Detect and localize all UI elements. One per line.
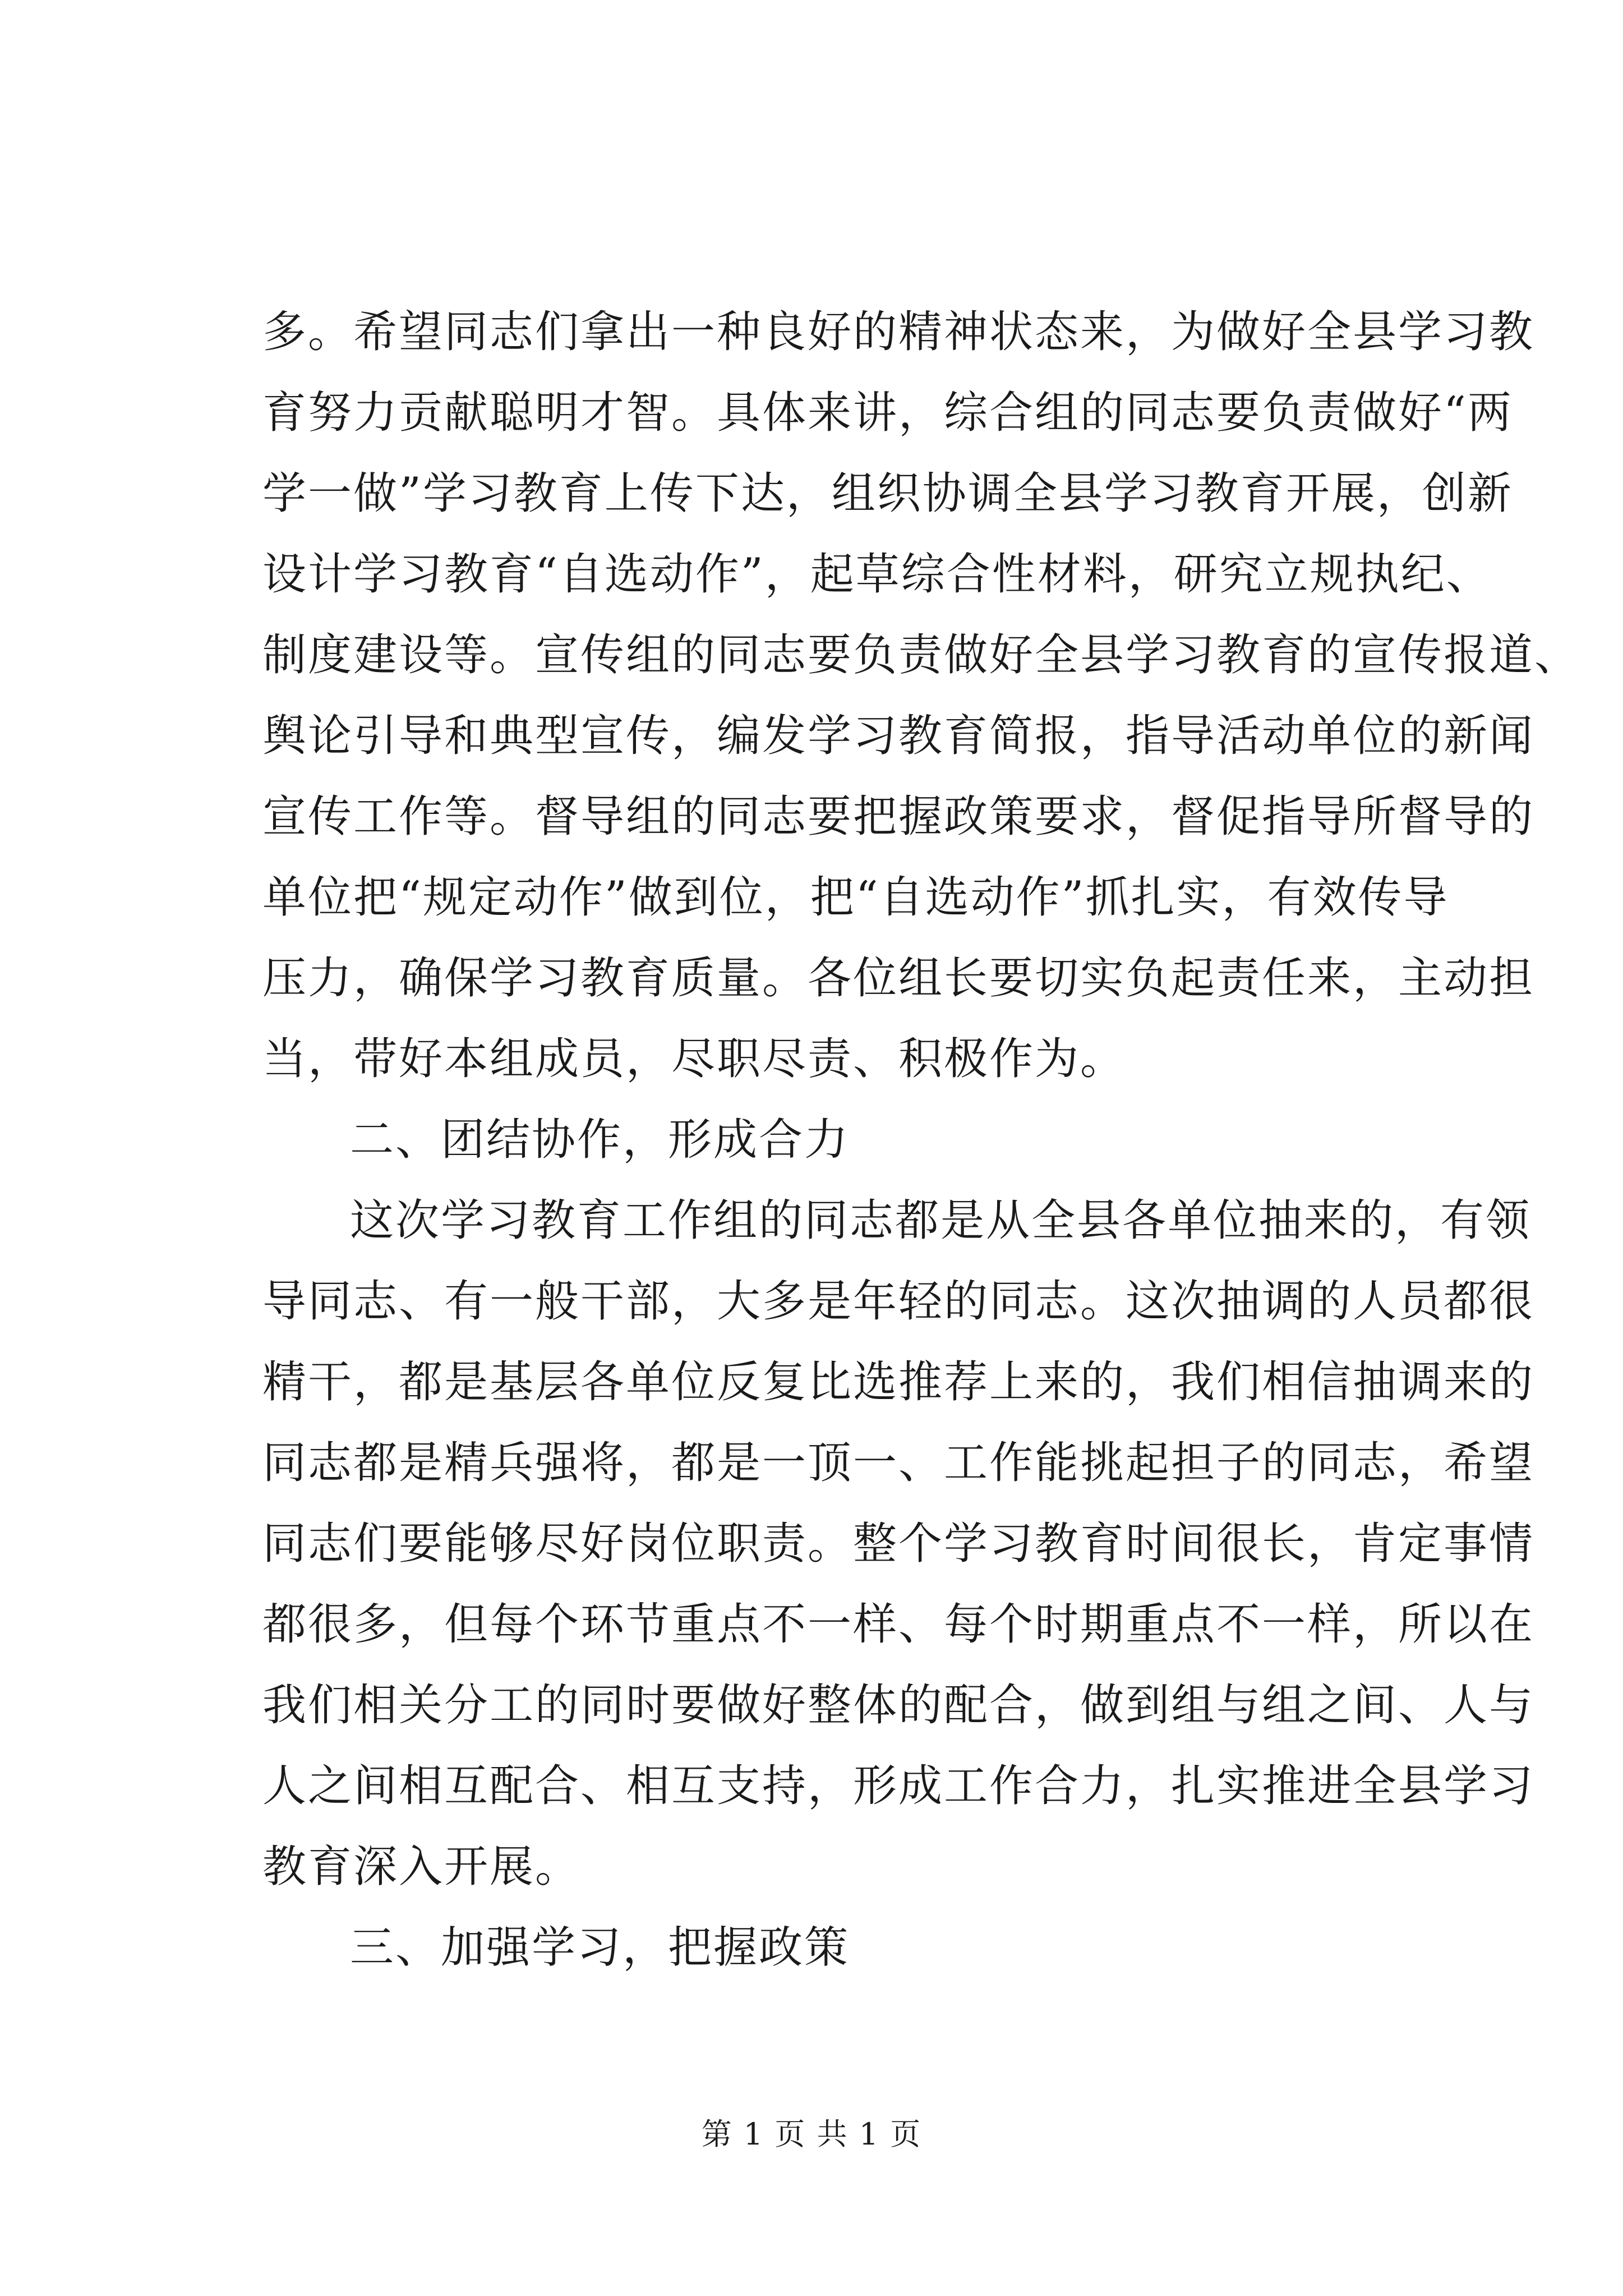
text-line: 都很多，但每个环节重点不一样、每个时期重点不一样，所以在 xyxy=(262,1599,1535,1650)
text-line: 设计学习教育“自选动作”，起草综合性材料，研究立规执纪、 xyxy=(262,549,1492,600)
text-line: 学一做”学习教育上传下达，组织协调全县学习教育开展，创新 xyxy=(262,468,1513,519)
text-line: 育努力贡献聪明才智。具体来讲，综合组的同志要负责做好“两 xyxy=(262,388,1513,438)
text-line: 多。希望同志们拿出一种良好的精神状态来，为做好全县学习教 xyxy=(262,307,1535,357)
section-heading: 三、加强学习，把握政策 xyxy=(350,1922,850,1973)
text-line: 这次学习教育工作组的同志都是从全县各单位抽来的，有领 xyxy=(350,1195,1532,1246)
text-line: 单位把“规定动作”做到位，把“自选动作”抓扎实，有效传导 xyxy=(262,872,1449,923)
page-footer: 第 1 页 共 1 页 xyxy=(701,2116,922,2152)
text-line: 精干，都是基层各单位反复比选推荐上来的，我们相信抽调来的 xyxy=(262,1357,1535,1407)
text-line: 宣传工作等。督导组的同志要把握政策要求，督促指导所督导的 xyxy=(262,792,1535,842)
text-line: 教育深入开展。 xyxy=(262,1842,581,1892)
section-heading: 二、团结协作，形成合力 xyxy=(350,1115,850,1165)
text-line: 制度建设等。宣传组的同志要负责做好全县学习教育的宣传报道、 xyxy=(262,630,1580,680)
document-body xyxy=(262,292,1580,1988)
text-line: 压力，确保学习教育质量。各位组长要切实负起责任来，主动担 xyxy=(262,953,1535,1004)
text-line: 同志都是精兵强将，都是一顶一、工作能挑起担子的同志，希望 xyxy=(262,1438,1535,1488)
text-line: 同志们要能够尽好岗位职责。整个学习教育时间很长，肯定事情 xyxy=(262,1519,1535,1569)
text-line: 当，带好本组成员，尽职尽责、积极作为。 xyxy=(262,1034,1126,1084)
text-line: 我们相关分工的同时要做好整体的配合，做到组与组之间、人与 xyxy=(262,1680,1535,1731)
text-line: 舆论引导和典型宣传，编发学习教育简报，指导活动单位的新闻 xyxy=(262,711,1535,761)
text-line: 人之间相互配合、相互支持，形成工作合力，扎实推进全县学习 xyxy=(262,1761,1535,1811)
text-line: 导同志、有一般干部，大多是年轻的同志。这次抽调的人员都很 xyxy=(262,1276,1535,1327)
